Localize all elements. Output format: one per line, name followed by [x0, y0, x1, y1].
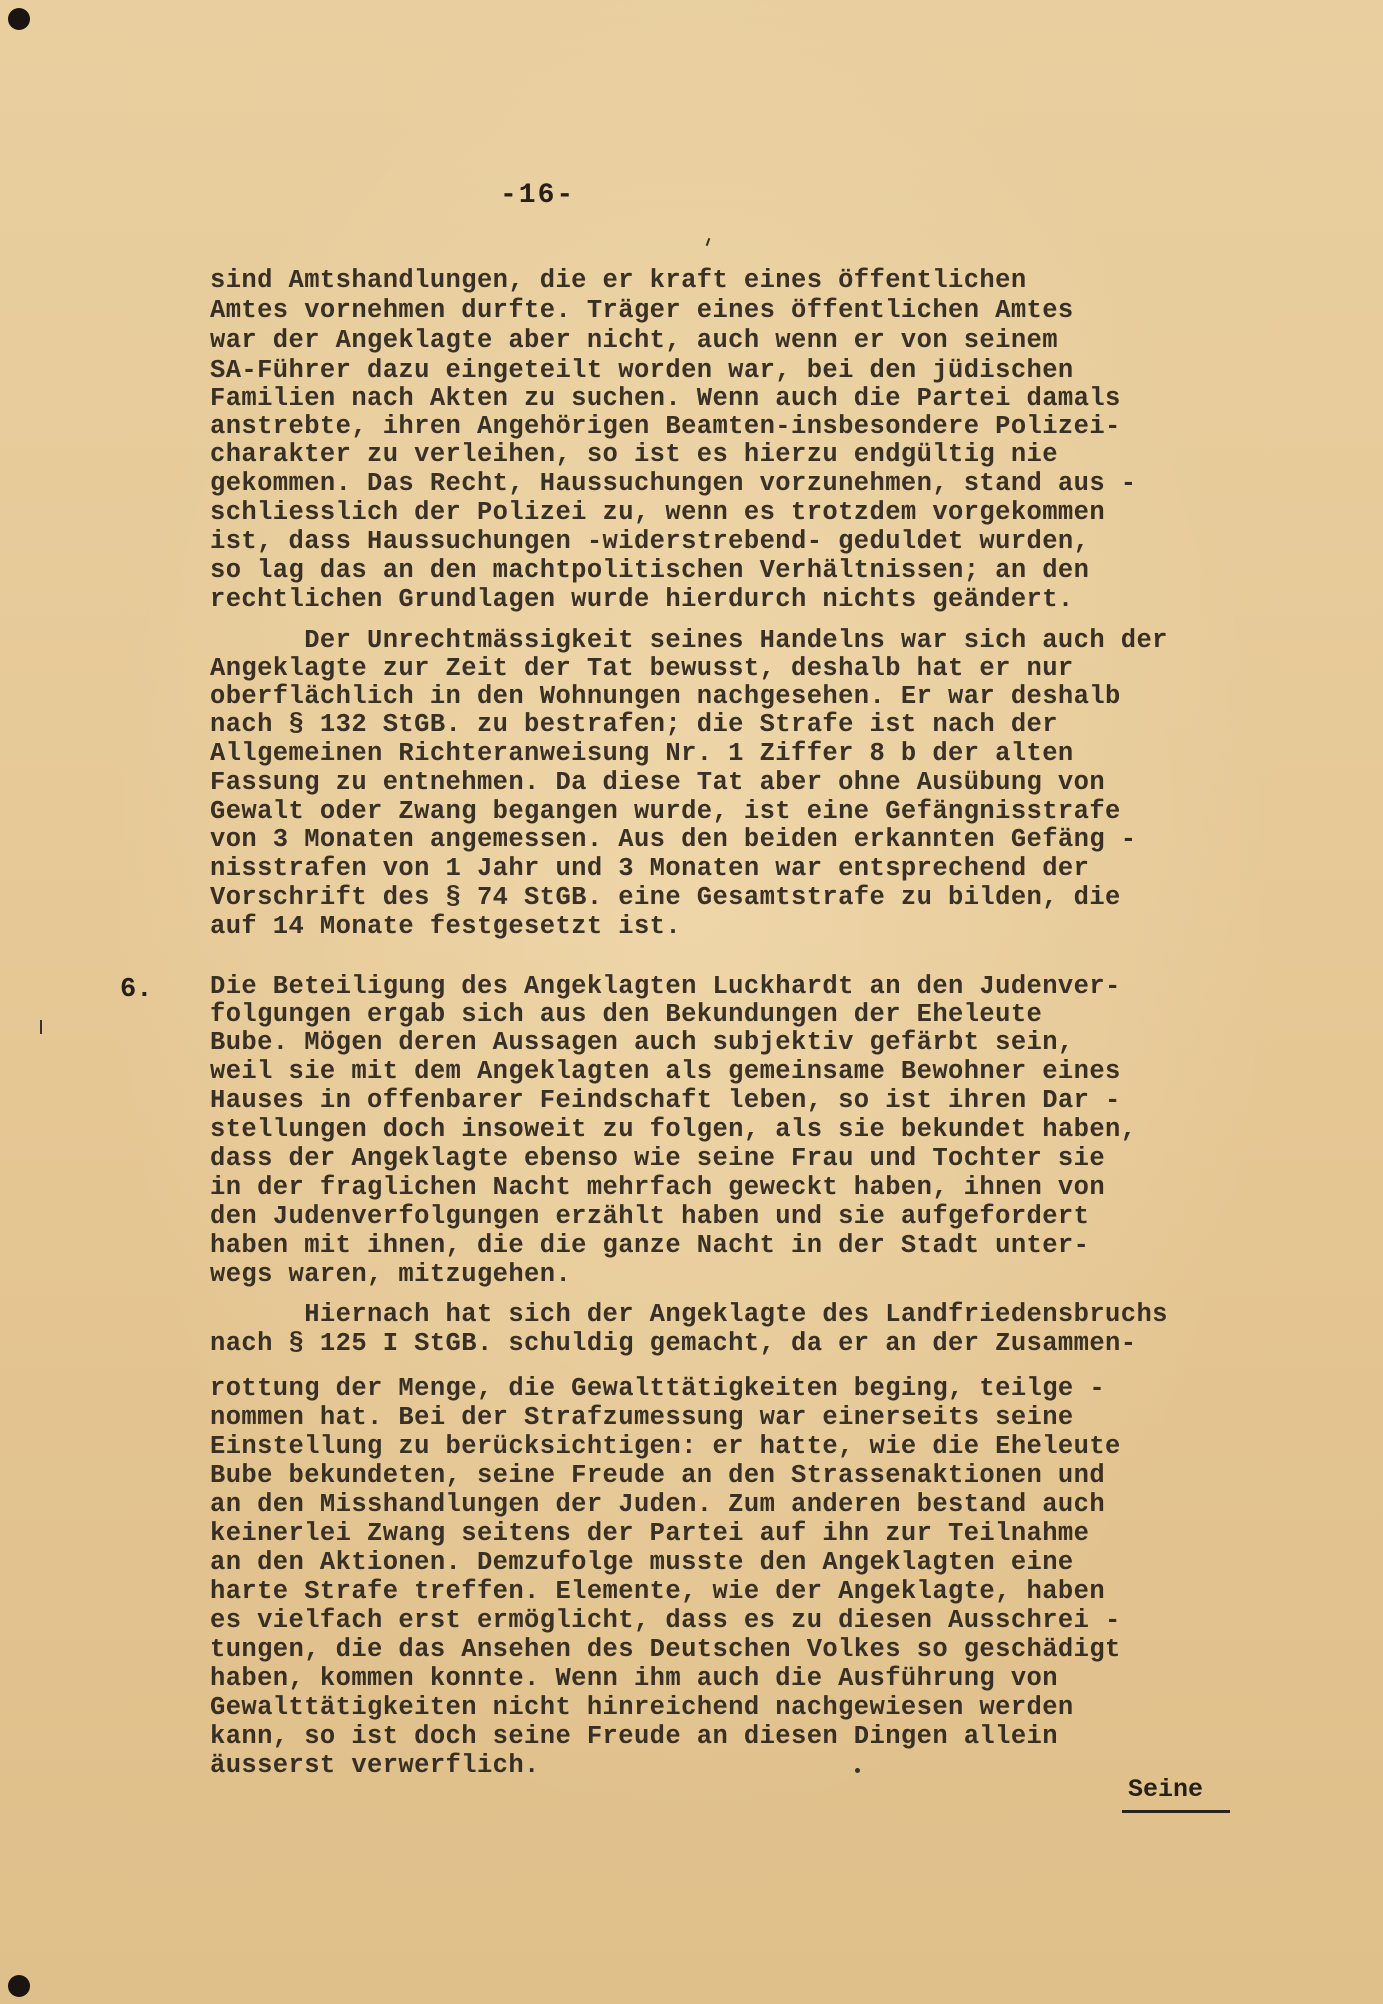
page-number: -16- — [500, 180, 576, 211]
text-line: dass der Angeklagte ebenso wie seine Frau und Tochter sie — [210, 1144, 1106, 1173]
text-line: den Judenverfolgungen erzählt haben und sie aufgefordert — [210, 1202, 1090, 1231]
text-line: anstrebte, ihren Angehörigen Beamten-insbesondere Polizei- — [210, 412, 1121, 441]
text-line: rechtlichen Grundlagen wurde hierdurch nichts geändert. — [210, 585, 1074, 614]
punch-hole — [8, 1975, 30, 1997]
text-line: Hiernach hat sich der Angeklagte des Landfriedensbruchs — [210, 1300, 1168, 1329]
text-line: Vorschrift des § 74 StGB. eine Gesamtstrafe zu bilden, die — [210, 883, 1121, 912]
punch-hole — [8, 8, 30, 30]
ink-mark — [40, 1020, 42, 1034]
text-line: nach § 125 I StGB. schuldig gemacht, da er an der Zusammen- — [210, 1329, 1137, 1358]
text-line: harte Strafe treffen. Elemente, wie der Angeklagte, haben — [210, 1577, 1106, 1606]
text-line: haben, kommen konnte. Wenn ihm auch die Ausführung von — [210, 1664, 1058, 1693]
text-line: Die Beteiligung des Angeklagten Luckhardt an den Judenver- — [210, 972, 1121, 1001]
text-line: Bube bekundeten, seine Freude an den Strassenaktionen und — [210, 1461, 1106, 1490]
text-line: folgungen ergab sich aus den Bekundungen der Eheleute — [210, 1000, 1043, 1029]
text-line: SA-Führer dazu eingeteilt worden war, bei den jüdischen — [210, 356, 1074, 385]
text-line: es vielfach erst ermöglicht, dass es zu diesen Ausschrei - — [210, 1606, 1121, 1635]
text-line: in der fraglichen Nacht mehrfach geweckt haben, ihnen von — [210, 1173, 1106, 1202]
text-line: Einstellung zu berücksichtigen: er hatte, wie die Eheleute — [210, 1432, 1121, 1461]
catchword-underline — [1122, 1810, 1230, 1813]
text-line: wegs waren, mitzugehen. — [210, 1260, 572, 1289]
text-line: gekommen. Das Recht, Haussuchungen vorzunehmen, stand aus - — [210, 469, 1137, 498]
text-line: sind Amtshandlungen, die er kraft eines öffentlichen — [210, 266, 1027, 295]
text-line: rottung der Menge, die Gewalttätigkeiten beging, teilge - — [210, 1374, 1106, 1403]
text-line: Gewalt oder Zwang begangen wurde, ist eine Gefängnisstrafe — [210, 797, 1121, 826]
text-line: keinerlei Zwang seitens der Partei auf ihn zur Teilnahme — [210, 1519, 1090, 1548]
text-line: ist, dass Haussuchungen -widerstrebend- geduldet wurden, — [210, 527, 1090, 556]
text-line: kann, so ist doch seine Freude an diesen Dingen allein — [210, 1722, 1058, 1751]
text-line: Angeklagte zur Zeit der Tat bewusst, deshalb hat er nur — [210, 654, 1074, 683]
catchword: Seine — [1128, 1775, 1204, 1804]
text-line: tungen, die das Ansehen des Deutschen Volkes so geschädigt — [210, 1635, 1121, 1664]
text-line: weil sie mit dem Angeklagten als gemeinsame Bewohner eines — [210, 1057, 1121, 1086]
text-line: war der Angeklagte aber nicht, auch wenn er von seinem — [210, 326, 1058, 355]
text-line: nommen hat. Bei der Strafzumessung war einerseits seine — [210, 1403, 1074, 1432]
text-line: Hauses in offenbarer Feindschaft leben, so ist ihren Dar - — [210, 1086, 1121, 1115]
text-line: Familien nach Akten zu suchen. Wenn auch die Partei damals — [210, 384, 1121, 413]
text-line: äusserst verwerflich. — [210, 1751, 540, 1780]
section-number: 6. — [120, 975, 153, 1005]
text-line: Allgemeinen Richteranweisung Nr. 1 Ziffer 8 b der alten — [210, 739, 1074, 768]
text-line: stellungen doch insoweit zu folgen, als sie bekundet haben, — [210, 1115, 1137, 1144]
text-line: an den Aktionen. Demzufolge musste den Angeklagten eine — [210, 1548, 1074, 1577]
text-line: Amtes vornehmen durfte. Träger eines öffentlichen Amtes — [210, 296, 1074, 325]
ink-mark — [855, 1768, 860, 1773]
text-line: Gewalttätigkeiten nicht hinreichend nachgewiesen werden — [210, 1693, 1074, 1722]
text-line: schliesslich der Polizei zu, wenn es trotzdem vorgekommen — [210, 498, 1106, 527]
text-line: nisstrafen von 1 Jahr und 3 Monaten war entsprechend der — [210, 854, 1090, 883]
text-line: haben mit ihnen, die die ganze Nacht in der Stadt unter- — [210, 1231, 1090, 1260]
text-line: auf 14 Monate festgesetzt ist. — [210, 912, 682, 941]
text-line: so lag das an den machtpolitischen Verhältnissen; an den — [210, 556, 1090, 585]
text-line: Der Unrechtmässigkeit seines Handelns war sich auch der — [210, 626, 1168, 655]
text-line: nach § 132 StGB. zu bestrafen; die Strafe ist nach der — [210, 710, 1058, 739]
ink-mark — [706, 238, 711, 246]
text-line: oberflächlich in den Wohnungen nachgesehen. Er war deshalb — [210, 682, 1121, 711]
text-line: von 3 Monaten angemessen. Aus den beiden erkannten Gefäng - — [210, 825, 1137, 854]
text-line: Bube. Mögen deren Aussagen auch subjektiv gefärbt sein, — [210, 1028, 1074, 1057]
text-line: Fassung zu entnehmen. Da diese Tat aber ohne Ausübung von — [210, 768, 1106, 797]
text-line: charakter zu verleihen, so ist es hierzu endgültig nie — [210, 440, 1058, 469]
text-line: an den Misshandlungen der Juden. Zum anderen bestand auch — [210, 1490, 1106, 1519]
